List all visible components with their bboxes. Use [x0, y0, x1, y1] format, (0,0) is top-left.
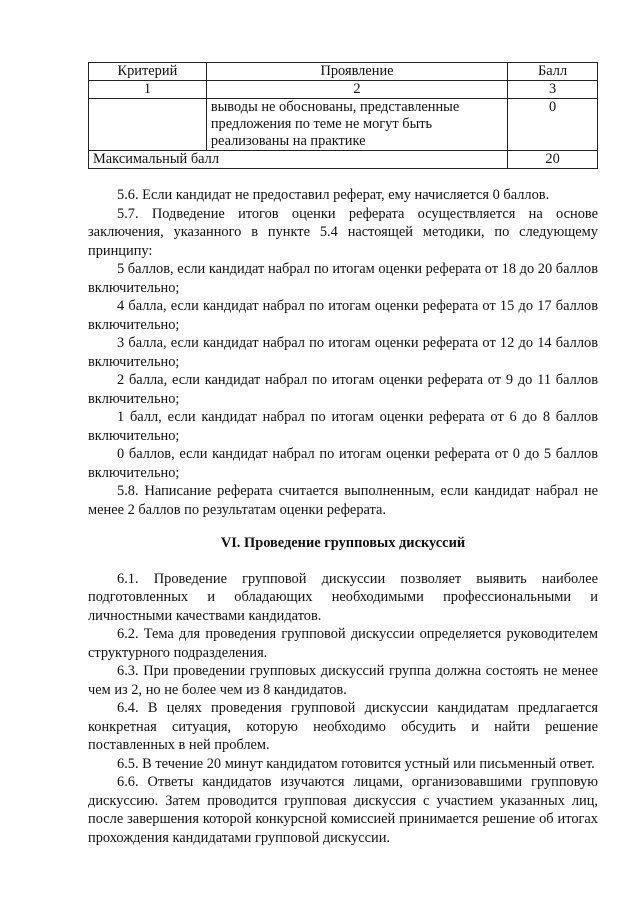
column-number-row [89, 81, 598, 99]
paragraph-1-point: 1 балл, если кандидат набрал по итогам оценки реферата от 6 до 8 баллов включительно; [88, 409, 598, 444]
header-criterion: Критерий [89, 63, 207, 81]
row-score: 0 [508, 99, 598, 151]
paragraph-3-points: 3 балла, если кандидат набрал по итогам оценки реферата от 12 до 14 баллов включительно; [88, 335, 598, 370]
row-manifestation: выводы не обоснованы, представленные предложения по теме не могут быть реализованы на практике [206, 99, 507, 151]
table-row [89, 99, 598, 151]
criteria-table [88, 62, 598, 169]
paragraph-5-7: 5.7. Подведение итогов оценки реферата осуществляется на основе заключения, указанного в пункте 5.4 настоящей методики, по следующему принципу: [88, 205, 598, 259]
paragraph-5-points: 5 баллов, если кандидат набрал по итогам оценки реферата от 18 до 20 баллов включительно; [88, 261, 598, 296]
paragraph-0-points: 0 баллов, если кандидат набрал по итогам оценки реферата от 0 до 5 баллов включительно; [88, 446, 598, 481]
paragraph-2-points: 2 балла, если кандидат набрал по итогам оценки реферата от 9 до 11 баллов включительно; [88, 372, 598, 407]
document-body [88, 186, 598, 847]
paragraph-6-1: 6.1. Проведение групповой дискуссии позволяет выявить наиболее подготовленных и обладающих необходимыми профессиональными и личностными качествами кандидатов. [88, 570, 598, 624]
header-score: Балл [508, 63, 598, 81]
header-manifestation: Проявление [206, 63, 507, 81]
section-heading: VI. Проведение групповых дискуссий [220, 535, 466, 551]
paragraph-5-6: 5.6. Если кандидат не предоставил реферат, ему начисляется 0 баллов. [117, 187, 550, 203]
column-number-1: 1 [89, 81, 207, 99]
max-score-value: 20 [508, 151, 598, 169]
column-number-3: 3 [508, 81, 598, 99]
paragraph-6-2: 6.2. Тема для проведения групповой дискуссии определяется руководителем структурного подразделения. [88, 626, 598, 661]
paragraph-6-5: 6.5. В течение 20 минут кандидатом готовится устный или письменный ответ. [117, 755, 595, 772]
column-number-2: 2 [206, 81, 507, 99]
table-header-row [89, 63, 598, 81]
paragraph-4-points: 4 балла, если кандидат набрал по итогам оценки реферата от 15 до 17 баллов включительно; [88, 298, 598, 333]
paragraph-6-3: 6.3. При проведении групповых дискуссий группа должна состоять не менее чем из 2, но не более чем из 8 кандидатов. [88, 663, 598, 698]
paragraph-6-4: 6.4. В целях проведения групповой дискуссии кандидатам предлагается конкретная ситуация, которую необходимо обсудить и найти решение поставленных в ней проблем. [88, 700, 598, 753]
paragraph-5-8: 5.8. Написание реферата считается выполненным, если кандидат набрал не менее 2 баллов по результатам оценки реферата. [88, 483, 598, 518]
row-criterion [89, 99, 207, 151]
max-score-label: Максимальный балл [89, 151, 508, 169]
paragraph-6-6: 6.6. Ответы кандидатов изучаются лицами, организовавшими групповую дискуссию. Затем проводится групповая дискуссия с участием указанных лиц, после завершения которой конкурсной комиссией принимается решение об итогах прохождения кандидатами групповой дискуссии. [88, 774, 598, 846]
max-score-row [89, 151, 598, 169]
